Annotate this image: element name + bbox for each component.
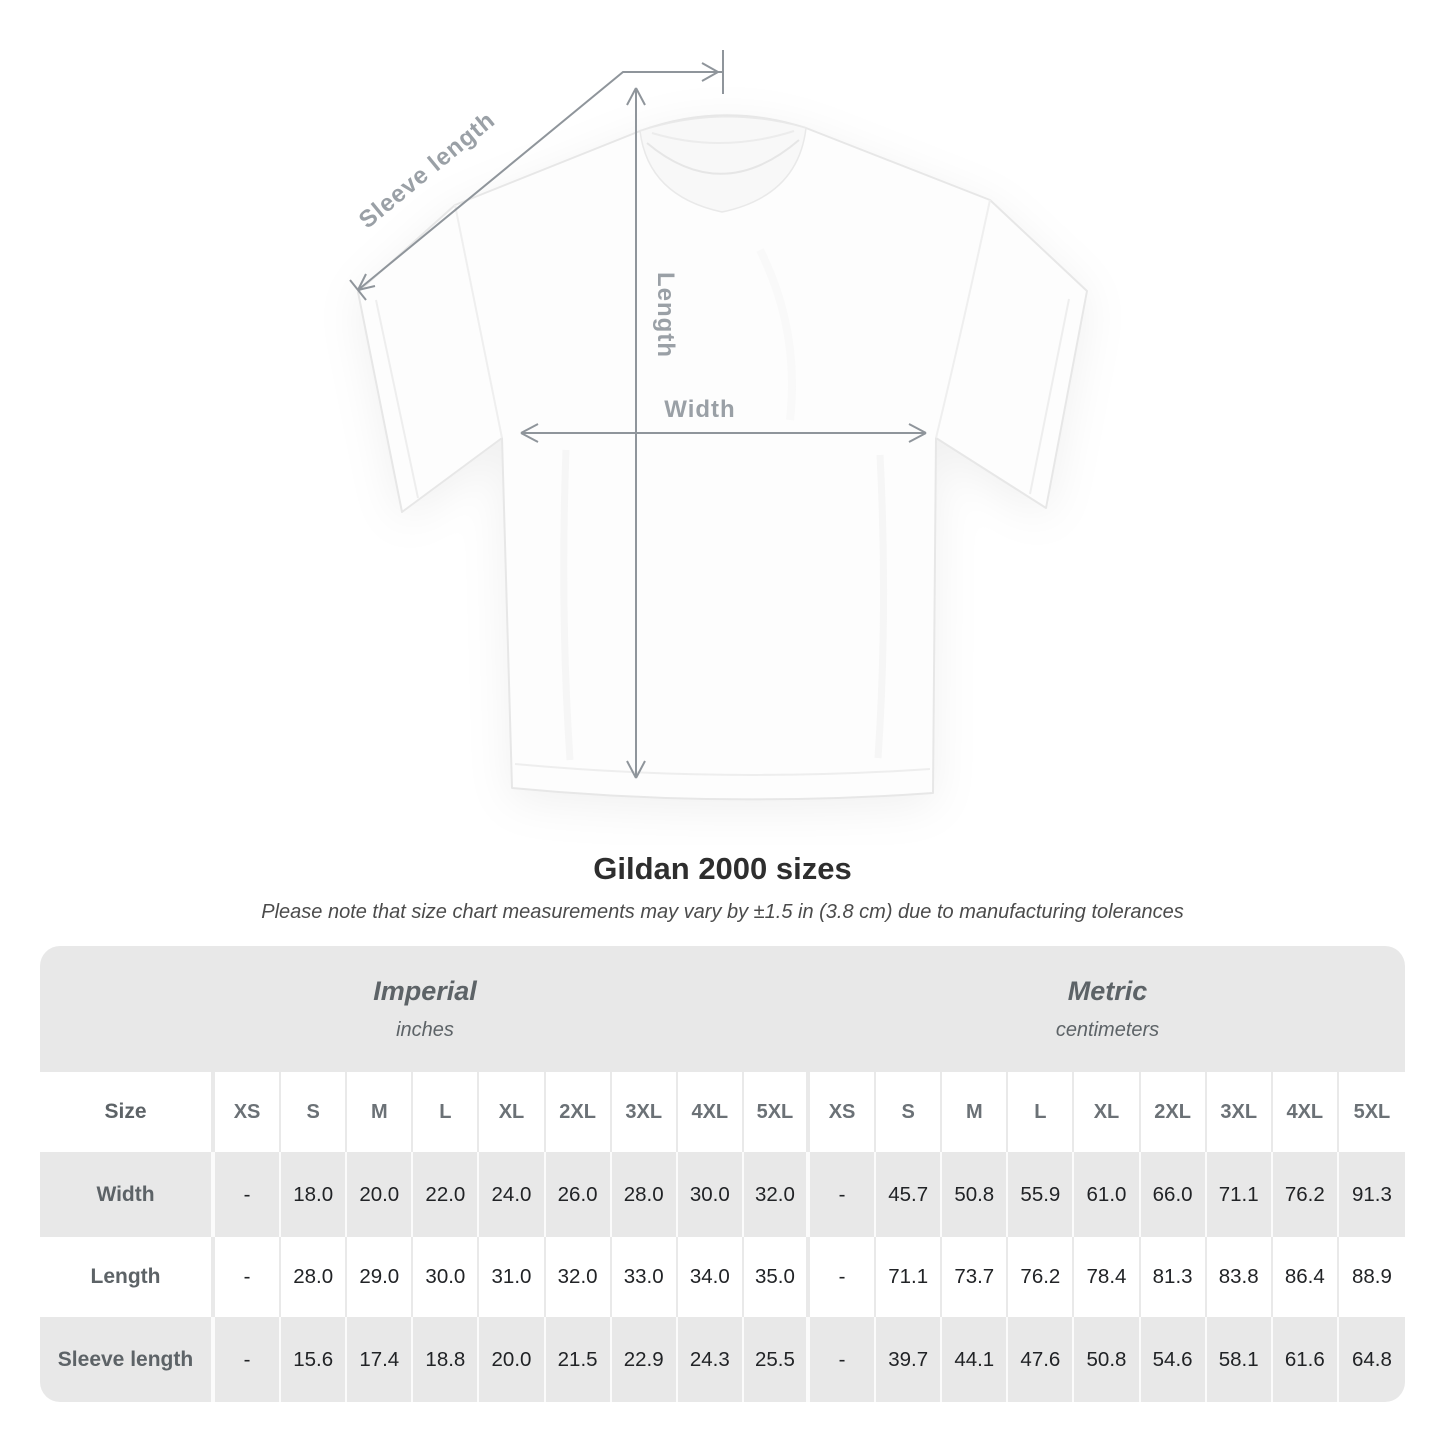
size-col-header: S	[281, 1072, 347, 1152]
value-cell: 21.5	[546, 1317, 612, 1402]
size-col-header: M	[347, 1072, 413, 1152]
value-cell: -	[215, 1152, 281, 1237]
value-cell: 18.8	[413, 1317, 479, 1402]
page-title: Gildan 2000 sizes	[593, 851, 852, 886]
table-row-sleeve-length	[40, 1317, 1405, 1402]
value-cell: 20.0	[479, 1317, 545, 1402]
size-col-header: 4XL	[678, 1072, 744, 1152]
value-cell: 30.0	[678, 1152, 744, 1237]
value-cell: -	[215, 1317, 281, 1402]
imperial-group	[40, 946, 810, 1072]
unit-group-band	[40, 946, 1405, 1072]
size-col-header: L	[413, 1072, 479, 1152]
size-col-header: XS	[810, 1072, 876, 1152]
size-table	[40, 946, 1405, 1402]
value-cell: 61.6	[1273, 1317, 1339, 1402]
row-label: Width	[40, 1152, 215, 1237]
value-cell: 32.0	[546, 1237, 612, 1317]
value-cell: -	[810, 1317, 876, 1402]
value-cell: 28.0	[281, 1237, 347, 1317]
row-label: Sleeve length	[40, 1317, 215, 1402]
value-cell: 86.4	[1273, 1237, 1339, 1317]
value-cell: 88.9	[1351, 1265, 1392, 1288]
value-cell: 47.6	[1008, 1317, 1074, 1402]
value-cell: -	[810, 1237, 876, 1317]
imperial-group-unit: inches	[396, 1019, 454, 1041]
value-cell: 76.2	[1008, 1237, 1074, 1317]
size-col-header: 2XL	[1141, 1072, 1207, 1152]
value-cell: 24.0	[479, 1152, 545, 1237]
size-col-header: XL	[479, 1072, 545, 1152]
value-cell: 28.0	[612, 1152, 678, 1237]
value-cell: 30.0	[413, 1237, 479, 1317]
value-cell: 91.3	[1351, 1182, 1392, 1206]
width-label: Width	[664, 396, 736, 423]
value-cell: -	[810, 1152, 876, 1237]
value-cell: 55.9	[1008, 1152, 1074, 1237]
value-cell: -	[215, 1237, 281, 1317]
value-cell: 71.1	[876, 1237, 942, 1317]
value-cell: 34.0	[678, 1237, 744, 1317]
table-row-length	[40, 1237, 1405, 1317]
size-col-header: 5XL	[1353, 1100, 1391, 1123]
sleeve-length-label: Sleeve length	[353, 106, 501, 234]
value-cell: 78.4	[1074, 1237, 1140, 1317]
row-label: Length	[40, 1237, 215, 1317]
size-col-header: 3XL	[1207, 1072, 1273, 1152]
value-cell: 18.0	[281, 1152, 347, 1237]
value-cell: 71.1	[1207, 1152, 1273, 1237]
value-cell: 25.5	[744, 1317, 810, 1402]
value-cell: 35.0	[744, 1237, 810, 1317]
value-cell: 50.8	[942, 1152, 1008, 1237]
size-col-header: S	[876, 1072, 942, 1152]
value-cell: 54.6	[1141, 1317, 1207, 1402]
value-cell: 33.0	[612, 1237, 678, 1317]
value-cell: 61.0	[1074, 1152, 1140, 1237]
value-cell: 22.0	[413, 1152, 479, 1237]
value-cell: 29.0	[347, 1237, 413, 1317]
value-cell: 20.0	[347, 1152, 413, 1237]
size-col-header: 2XL	[546, 1072, 612, 1152]
size-header-row	[40, 1072, 1405, 1152]
value-cell: 22.9	[612, 1317, 678, 1402]
length-label: Length	[652, 272, 679, 358]
value-cell: 50.8	[1074, 1317, 1140, 1402]
value-cell: 81.3	[1141, 1237, 1207, 1317]
value-cell: 24.3	[678, 1317, 744, 1402]
value-cell: 15.6	[281, 1317, 347, 1402]
value-cell: 73.7	[942, 1237, 1008, 1317]
imperial-group-name: Imperial	[373, 976, 477, 1006]
value-cell: 39.7	[876, 1317, 942, 1402]
value-cell: 64.8	[1351, 1347, 1392, 1371]
value-cell: 83.8	[1207, 1237, 1273, 1317]
value-cell: 32.0	[744, 1152, 810, 1237]
value-cell: 31.0	[479, 1237, 545, 1317]
table-row-width	[40, 1152, 1405, 1237]
value-cell: 44.1	[942, 1317, 1008, 1402]
metric-group-name: Metric	[1067, 976, 1148, 1006]
tshirt-shape	[358, 115, 1087, 799]
value-cell: 26.0	[546, 1152, 612, 1237]
size-col-header: M	[942, 1072, 1008, 1152]
size-col-header: L	[1008, 1072, 1074, 1152]
size-header: Size	[40, 1072, 215, 1152]
value-cell: 66.0	[1141, 1152, 1207, 1237]
size-col-header: XL	[1074, 1072, 1140, 1152]
size-col-header: 4XL	[1273, 1072, 1339, 1152]
size-col-header: 3XL	[612, 1072, 678, 1152]
value-cell: 17.4	[347, 1317, 413, 1402]
value-cell: 45.7	[876, 1152, 942, 1237]
tolerance-note: Please note that size chart measurements may vary by ±1.5 in (3.8 cm) due to manufacturing tolerances	[261, 901, 1184, 923]
size-col-header: XS	[215, 1072, 281, 1152]
value-cell: 58.1	[1207, 1317, 1273, 1402]
value-cell: 76.2	[1273, 1152, 1339, 1237]
metric-group	[810, 946, 1405, 1072]
size-col-header: 5XL	[744, 1072, 810, 1152]
metric-group-unit: centimeters	[1055, 1019, 1160, 1041]
